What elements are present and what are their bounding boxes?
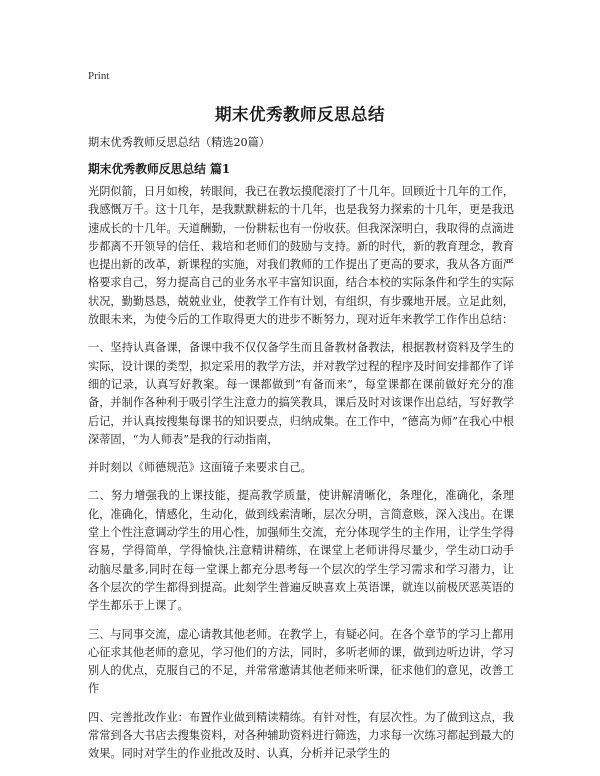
document-subtitle: 期末优秀教师反思总结（精选20篇）	[88, 136, 271, 149]
section-heading: 期末优秀教师反思总结 篇1	[88, 162, 231, 176]
body-paragraph: 一、坚持认真备课，备课中我不仅仅备学生而且备教材备教法，根据教材资料及学生的实际，设计课的类型，拟定采用的教学方法，并对教学过程的程序及时间安排都作了详细的记录，认真写好教案。每一课都做到“有备而来”，每堂课都在课前做好充分的准备，并制作各种利于吸引学生注意力的搞笑教具，课后及时对该课作出总结，写好教学后记，并认真按搜集每课书的知识要点，归纳成集。在工作中，“德高为师”在我心中根深蒂固，“为人师表”是我的行动指南，	[88, 341, 514, 446]
body-paragraph: 三、与同事交流，虚心请教其他老师。在教学上，有疑必问。在各个章节的学习上都用心征求其他老师的意见，学习他们的方法，同时，多听老师的课，做到边听边讲，学习别人的优点，克服自己的不足，并常常邀请其他老师来听课，征求他们的意见，改善工作	[88, 627, 514, 696]
body-paragraph: 四、完善批改作业：布置作业做到精读精练。有针对性，有层次性。为了做到这点，我常常到各大书店去搜集资料，对各种辅助资料进行筛选，力求每一次练习都起到最大的效果。同时对学生的作业批改及时、认真，分析并记录学生的	[88, 710, 514, 761]
print-link[interactable]: Print	[88, 70, 110, 82]
document-title: 期末优秀教师反思总结	[215, 105, 385, 124]
body-paragraph: 二、努力增强我的上课技能，提高教学质量，使讲解清晰化，条理化，准确化，条理化，准确化，情感化，生动化，做到线索清晰，层次分明，言简意赅，深入浅出。在课堂上个性注意调动学生的用心性，加强师生交流，充分体现学生的主作用，让学生学得容易，学得简单，学得愉快,注意精讲精练，在课堂上老师讲得尽量少，学生动口动手动脑尽量多,同时在每一堂课上都充分思考每一个层次的学生学习需求和学习潜力，让各个层次的学生都得到提高。此刻学生普遍反映喜欢上英语课，就连以前极厌恶英语的学生都乐于上课了。	[88, 489, 514, 613]
document-body	[88, 183, 514, 774]
body-paragraph: 光阴似箭，日月如梭，转眼间，我已在教坛摸爬滚打了十几年。回顾近十几年的工作，我感慨万千。这十几年，是我默默耕耘的十几年，也是我努力探索的十几年，更是我迅速成长的十几年。天道酬勤，一份耕耘也有一份收获。但我深深明白，我取得的点滴进步都离不开领导的信任、栽培和老师们的鼓励与支持。新的时代，新的教育理念，教育也提出新的改革，新课程的实施，对我们教师的工作提出了更高的要求，我从各方面严格要求自己，努力提高自己的业务水平丰富知识面，结合本校的实际条件和学生的实际状况，勤勤恳恳，兢兢业业，使教学工作有计划，有组织，有步骤地开展。立足此刻，放眼未来，为使今后的工作取得更大的进步不断努力，现对近年来教学工作作出总结：	[88, 185, 514, 327]
body-paragraph: 并时刻以《师德规范》这面镜子来要求自己。	[88, 461, 312, 475]
